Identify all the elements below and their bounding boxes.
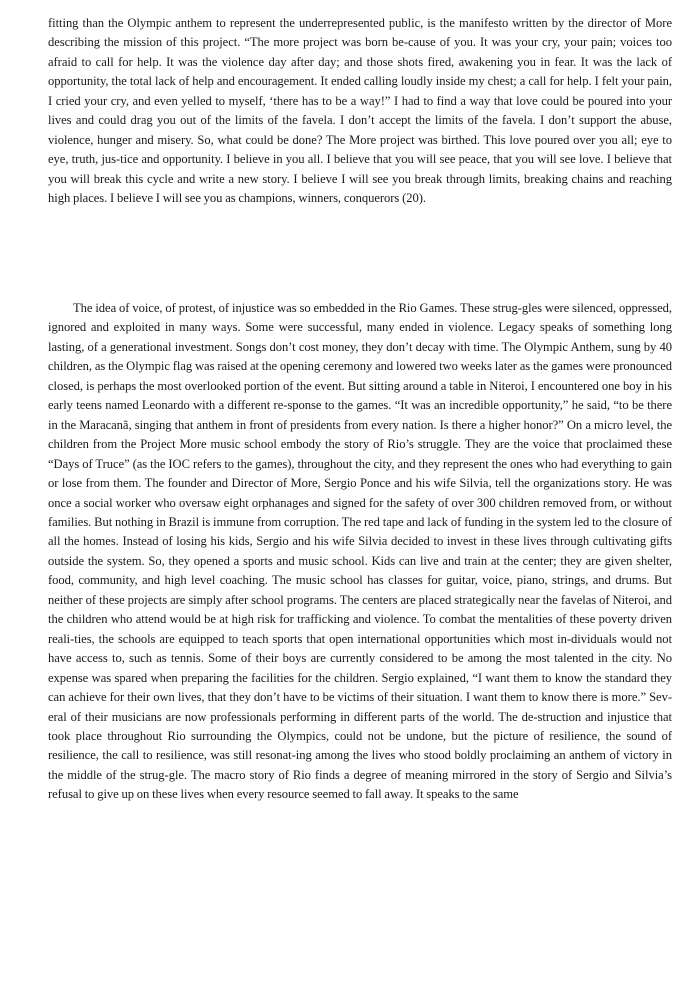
paragraph-voice-of-protest: The idea of voice, of protest, of injustice was so embedded in the Rio Games. These strug-gles were silenced, oppressed, ignored and exploited in many ways. Some were successful, many ended in violence. Legacy speaks of something long lasting, of a generational investment. Songs don’t cost money, they don’t decay with time. The Olympic Anthem, sung by 40 children, as the Olympic flag was raised at the opening ceremony and lowered two weeks later as the games were pronounced closed, is perhaps the most overlooked portion of the event. But sitting around a table in Niteroi, I encountered one boy in his early teens named Leonardo with a different re-sponse to the games. “It was an incredible opportunity,” he said, “to be there in the Maracanã, singing that anthem in front of presidents from every nation. Is there a higher honor?” On a micro level, the children from the Project More music school embody the story of Rio’s struggle. They are the voice that proclaimed these “Days of Truce” (as the IOC refers to the games), throughout the city, and they represent the ones who had everything to gain or lose from them. The founder and Director of More, Sergio Ponce and his wife Silvia, tell the organizations story. He was once a social worker who oversaw eight orphanages and signed for the safety of over 300 children removed from, or without families. But nothing in Brazil is immune from corruption. The red tape and lack of funding in the system led to the closure of all the homes. Instead of losing his kids, Sergio and his wife Silvia decided to invest in these lives through cultivating gifts outside the system. So, they opened a sports and music school. Kids can live and train at the center; they are given shelter, food, community, and high level coaching. The music school has classes for guitar, voice, piano, strings, and drums. But neither of these projects are simply after school programs. The centers are placed strategically near the favelas of Niteroi, and the children who attend would be at high risk for trafficking and violence. To combat the mentalities of these poverty driven reali-ties, the schools are equipped to teach sports that open international opportunities which most in-dividuals would not have access to, such as tennis. Some of their boys are currently considered to be among the most talented in the city. No expense was spared when preparing the facilities for the children. Sergio explained, “I want them to know the standard they can achieve for their own lives, that they don’t have to be victims of their situation. I want them to know there is more.” Sev-eral of their musicians are now professionals performing in different parts of the world. The de-struction and injustice that took place throughout Rio surrounding the Olympics, could not be undone, but the picture of resilience, the sound of resilience, the call to resilience, was still resonat-ing among the lives who stood boldly proclaiming an anthem of victory in the middle of the strug-gle. The macro story of Rio finds a degree of meaning mirrored in the story of Sergio and Silvia’s refusal to give up on these lives when every resource seemed to fall away. It speaks to the same [48,301,672,802]
paragraph-manifesto: fitting than the Olympic anthem to represent the underrepresented public, is the manifesto written by the director of More describing the mission of this project. “The more project was born be-cause of you. It was your cry, your pain; voices too afraid to call for help. It was the violence day after day; and those shots fired, awakening you in fear. It was the lack of opportunity, the total lack of help and encouragement. It ended calling loudly inside my chest; a call for help. I felt your pain, I cried your cry, and even yelled to myself, ‘there has to be a way!” I had to find a way that love could be poured into your lives and could drag you out of the limits of the favela. I don’t accept the limits of the favela. I don’t support the abuse, violence, hunger and misery. So, what could be done? The More project was birthed. This love poured over you all; eye to eye, truth, jus-tice and opportunity. I believe in you all. I believe that you will see peace, that you will see love. I believe that you will break this cycle and write a new story. I believe I will see you break through limits, breaking chains and reaching high places. I believe I will see you as champions, winners, conquerors (20). [48,16,672,206]
